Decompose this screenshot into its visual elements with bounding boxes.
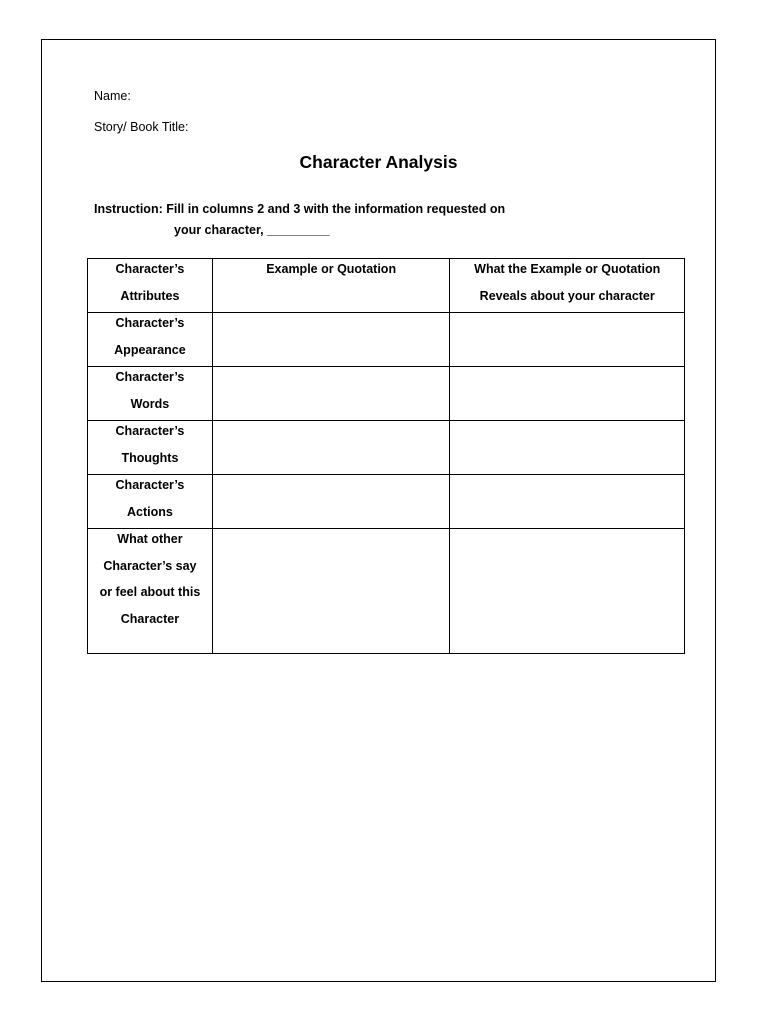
- character-analysis-table: [87, 258, 685, 654]
- row-label-others: What other Character’s say or feel about this Character: [88, 529, 213, 654]
- instruction-line-1: Instruction: Fill in columns 2 and 3 with the information requested on: [94, 202, 506, 216]
- table-row: [88, 313, 685, 367]
- worksheet-page: [41, 39, 716, 982]
- reveals-cell[interactable]: [450, 529, 685, 654]
- table-row: [88, 421, 685, 475]
- instruction-line-2: your character, _________: [174, 223, 330, 237]
- header-example: Example or Quotation: [212, 259, 450, 313]
- example-cell[interactable]: [212, 475, 450, 529]
- row-label-words: Character’s Words: [88, 367, 213, 421]
- example-cell[interactable]: [212, 313, 450, 367]
- reveals-cell[interactable]: [450, 421, 685, 475]
- example-cell[interactable]: [212, 367, 450, 421]
- reveals-cell[interactable]: [450, 367, 685, 421]
- page-title: Character Analysis: [299, 152, 458, 172]
- table-row: [88, 367, 685, 421]
- story-title-label: Story/ Book Title:: [94, 120, 189, 134]
- header-attributes: Character’s Attributes: [88, 259, 213, 313]
- row-label-actions: Character’s Actions: [88, 475, 213, 529]
- instruction-text: [94, 199, 505, 241]
- table-row: [88, 529, 685, 654]
- example-cell[interactable]: [212, 421, 450, 475]
- row-label-appearance: Character’s Appearance: [88, 313, 213, 367]
- header-reveals: What the Example or Quotation Reveals about your character: [450, 259, 685, 313]
- table-row: [88, 475, 685, 529]
- table-header-row: [88, 259, 685, 313]
- row-label-thoughts: Character’s Thoughts: [88, 421, 213, 475]
- example-cell[interactable]: [212, 529, 450, 654]
- name-label: Name:: [94, 89, 131, 103]
- reveals-cell[interactable]: [450, 313, 685, 367]
- reveals-cell[interactable]: [450, 475, 685, 529]
